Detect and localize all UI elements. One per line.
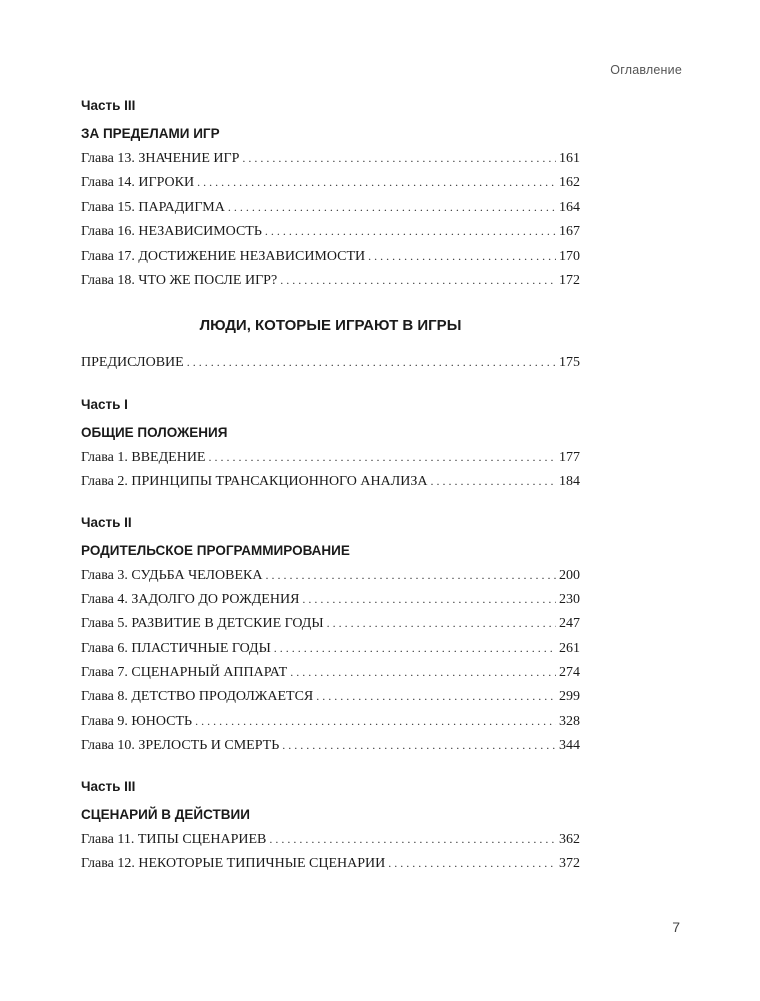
part-section [81, 95, 580, 297]
preface-section [81, 355, 580, 379]
toc-entry-title: Глава 18. ЧТО ЖЕ ПОСЛЕ ИГР? [81, 272, 278, 288]
toc-entry-title: ПРЕДИСЛОВИЕ [81, 355, 184, 371]
toc-entry[interactable] [81, 856, 580, 880]
table-of-contents [81, 95, 580, 893]
toc-entry-page: 172 [559, 272, 580, 288]
toc-entry-title: Глава 5. РАЗВИТИЕ В ДЕТСКИЕ ГОДЫ [81, 616, 324, 632]
toc-entry-page: 175 [559, 355, 580, 371]
toc-entry[interactable] [81, 714, 580, 738]
toc-entry-title: Глава 10. ЗРЕЛОСТЬ И СМЕРТЬ [81, 738, 280, 754]
part-section [81, 512, 580, 763]
toc-entry[interactable] [81, 249, 580, 273]
toc-entry-title: Глава 4. ЗАДОЛГО ДО РОЖДЕНИЯ [81, 591, 300, 607]
dot-leader [266, 568, 557, 583]
toc-entry[interactable] [81, 641, 580, 665]
dot-leader [228, 200, 556, 215]
toc-entry[interactable] [81, 175, 580, 199]
toc-entry-page: 362 [559, 831, 580, 847]
toc-entry-title: Глава 3. СУДЬБА ЧЕЛОВЕКА [81, 567, 263, 583]
running-header: Оглавление [610, 63, 682, 77]
toc-entry-title: Глава 15. ПАРАДИГМА [81, 199, 225, 215]
toc-entry[interactable] [81, 151, 580, 175]
toc-entry-page: 167 [559, 224, 580, 240]
toc-entry-title: Глава 1. ВВЕДЕНИЕ [81, 449, 206, 465]
toc-entry-page: 372 [559, 856, 580, 872]
toc-entry[interactable] [81, 689, 580, 713]
toc-entry[interactable] [81, 592, 580, 616]
toc-entry[interactable] [81, 355, 580, 379]
toc-entry-page: 299 [559, 689, 580, 705]
part-section [81, 776, 580, 881]
toc-entry[interactable] [81, 616, 580, 640]
dot-leader [302, 592, 556, 607]
toc-entry-title: Глава 17. ДОСТИЖЕНИЕ НЕЗАВИСИМОСТИ [81, 248, 366, 264]
toc-entry[interactable] [81, 450, 580, 474]
dot-leader [430, 474, 556, 489]
toc-entry-title: Глава 12. НЕКОТОРЫЕ ТИПИЧНЫЕ СЦЕНАРИИ [81, 856, 386, 872]
page-number: 7 [672, 919, 680, 935]
toc-entry-page: 184 [559, 474, 580, 490]
dot-leader [265, 224, 556, 239]
toc-entry-title: Глава 11. ТИПЫ СЦЕНАРИЕВ [81, 831, 267, 847]
toc-entry-page: 164 [559, 199, 580, 215]
toc-entry-page: 247 [559, 616, 580, 632]
dot-leader [316, 689, 556, 704]
toc-entry-title: Глава 13. ЗНАЧЕНИЕ ИГР [81, 151, 240, 166]
toc-entry[interactable] [81, 568, 580, 592]
toc-entry-page: 200 [559, 567, 580, 583]
part-title: ОБЩИЕ ПОЛОЖЕНИЯ [81, 424, 228, 440]
toc-entry-title: Глава 2. ПРИНЦИПЫ ТРАНСАКЦИОННОГО АНАЛИЗА [81, 474, 428, 490]
dot-leader [388, 856, 556, 871]
dot-leader [208, 450, 556, 465]
toc-entry[interactable] [81, 200, 580, 224]
toc-entry-page: 170 [559, 248, 580, 264]
dot-leader [368, 249, 556, 264]
toc-entry[interactable] [81, 665, 580, 689]
part-title: ЗА ПРЕДЕЛАМИ ИГР [81, 126, 220, 141]
toc-entry-title: Глава 7. СЦЕНАРНЫЙ АППАРАТ [81, 665, 288, 681]
toc-entry[interactable] [81, 832, 580, 856]
dot-leader [187, 355, 556, 370]
dot-leader [242, 151, 556, 166]
toc-entry-page: 177 [559, 449, 580, 465]
dot-leader [197, 175, 556, 190]
toc-entry-page: 161 [559, 151, 580, 166]
toc-entry-title: Глава 6. ПЛАСТИЧНЫЕ ГОДЫ [81, 640, 271, 656]
toc-entry-page: 274 [559, 665, 580, 681]
toc-entry-page: 230 [559, 591, 580, 607]
toc-entry[interactable] [81, 224, 580, 248]
part-label: Часть I [81, 396, 128, 412]
toc-entry[interactable] [81, 738, 580, 762]
toc-entry-title: Глава 8. ДЕТСТВО ПРОДОЛЖАЕТСЯ [81, 689, 314, 705]
part-label: Часть II [81, 514, 132, 530]
dot-leader [269, 832, 556, 847]
dot-leader [327, 616, 556, 631]
part-title: РОДИТЕЛЬСКОЕ ПРОГРАММИРОВАНИЕ [81, 542, 350, 558]
part-title: СЦЕНАРИЙ В ДЕЙСТВИИ [81, 806, 250, 822]
dot-leader [195, 714, 556, 729]
toc-entry-page: 261 [559, 640, 580, 656]
toc-entry-page: 162 [559, 175, 580, 191]
toc-entry[interactable] [81, 273, 580, 297]
toc-entry-page: 328 [559, 713, 580, 729]
part-label: Часть III [81, 98, 136, 113]
dot-leader [282, 738, 556, 753]
toc-entry-page: 344 [559, 738, 580, 754]
book-title: ЛЮДИ, КОТОРЫЕ ИГРАЮТ В ИГРЫ [199, 317, 462, 335]
toc-entry[interactable] [81, 474, 580, 498]
toc-entry-title: Глава 16. НЕЗАВИСИМОСТЬ [81, 224, 262, 240]
dot-leader [274, 641, 556, 656]
toc-entry-title: Глава 14. ИГРОКИ [81, 175, 195, 191]
part-label: Часть III [81, 778, 136, 794]
toc-entry-title: Глава 9. ЮНОСТЬ [81, 713, 193, 729]
part-section [81, 394, 580, 499]
dot-leader [290, 665, 556, 680]
dot-leader [280, 273, 556, 288]
